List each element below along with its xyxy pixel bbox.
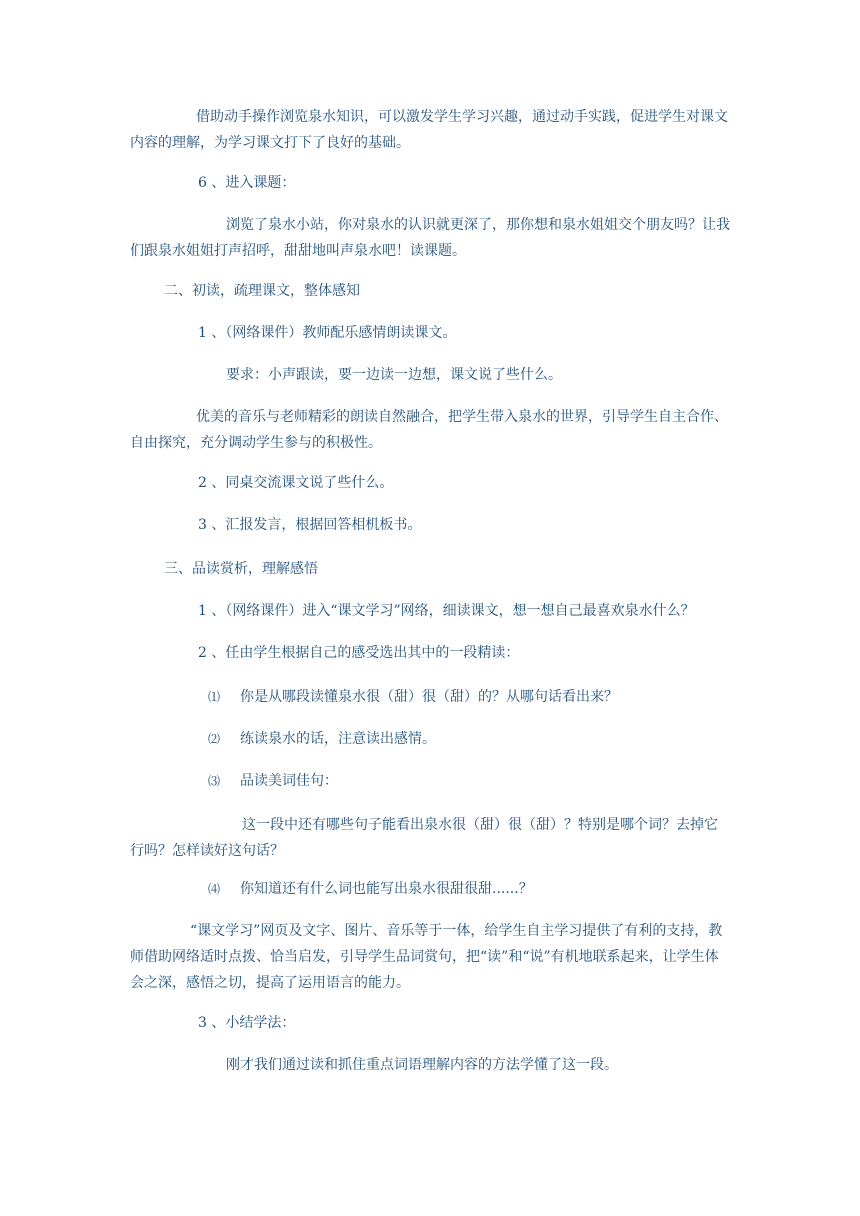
section-heading-3: 三、品读赏析，理解感悟	[164, 561, 318, 577]
step-3-2: 2 、任由学生根据自己的感受选出其中的一段精读：	[198, 645, 520, 661]
question-3-text: 品读美词佳句：	[240, 773, 338, 789]
step-2-requirement: 要求：小声跟读，要一边读一边想，课文说了些什么。	[226, 367, 562, 383]
question-4-number: ⑷	[208, 882, 221, 896]
question-2	[208, 726, 808, 752]
step-2-2: 2 、同桌交流课文说了些什么。	[198, 475, 394, 491]
step-3-3-text: 刚才我们通过读和抓住重点词语理解内容的方法学懂了这一段。	[226, 1057, 618, 1073]
step-2-3: 3 、汇报发言，根据回答相机板书。	[198, 517, 422, 533]
question-4-text: 你知道还有什么词也能写出泉水很甜很甜......？	[240, 881, 533, 897]
paragraph-music-reading: 优美的音乐与老师精彩的朗读自然融合，把学生带入泉水的世界，引导学生自主合作、自由探究，充分调动学生参与的积极性。	[130, 409, 728, 451]
question-3	[208, 768, 808, 794]
step-3-1: 1 、（网络课件）进入“课文学习”网络，细读课文，想一想自己最喜欢泉水什么？	[198, 603, 695, 619]
heading-step-6: 6 、进入课题：	[198, 175, 296, 191]
paragraph-intro: 借助动手操作浏览泉水知识，可以激发学生学习兴趣，通过动手实践，促进学生对课文内容的理解，为学习课文打下了良好的基础。	[130, 109, 728, 151]
step-3-3: 3 、小结学法：	[198, 1015, 296, 1031]
question-2-text: 练读泉水的话，注意读出感情。	[240, 731, 436, 747]
section-heading-2: 二、初读，疏理课文，整体感知	[164, 283, 360, 299]
step-2-1: 1 、（网络课件）教师配乐感情朗读课文。	[198, 325, 457, 341]
question-3-detail: 这一段中还有哪些句子能看出泉水很（甜）很（甜）？特别是哪个词？去掉它行吗？怎样读好这句话？	[130, 817, 718, 859]
question-1-text: 你是从哪段读懂泉水很（甜）很（甜）的？从哪句话看出来？	[240, 689, 618, 705]
question-3-number: ⑶	[208, 774, 221, 788]
question-4	[208, 876, 808, 902]
paragraph-browse-spring: 浏览了泉水小站，你对泉水的认识就更深了，那你想和泉水姐姐交个朋友吗？让我们跟泉水姐姐打声招呼，甜甜地叫声泉水吧！读课题。	[130, 217, 730, 259]
question-1-number: ⑴	[208, 690, 221, 704]
question-1	[208, 684, 808, 710]
question-2-number: ⑵	[208, 732, 221, 746]
paragraph-course-study: “课文学习”网页及文字、图片、音乐等于一体，给学生自主学习提供了有利的支持，教师借助网络适时点拨、恰当启发，引导学生品词赏句，把“读”和“说”有机地联系起来，让学生体会之深，感悟之切，提高了运用语言的能力。	[130, 923, 723, 991]
